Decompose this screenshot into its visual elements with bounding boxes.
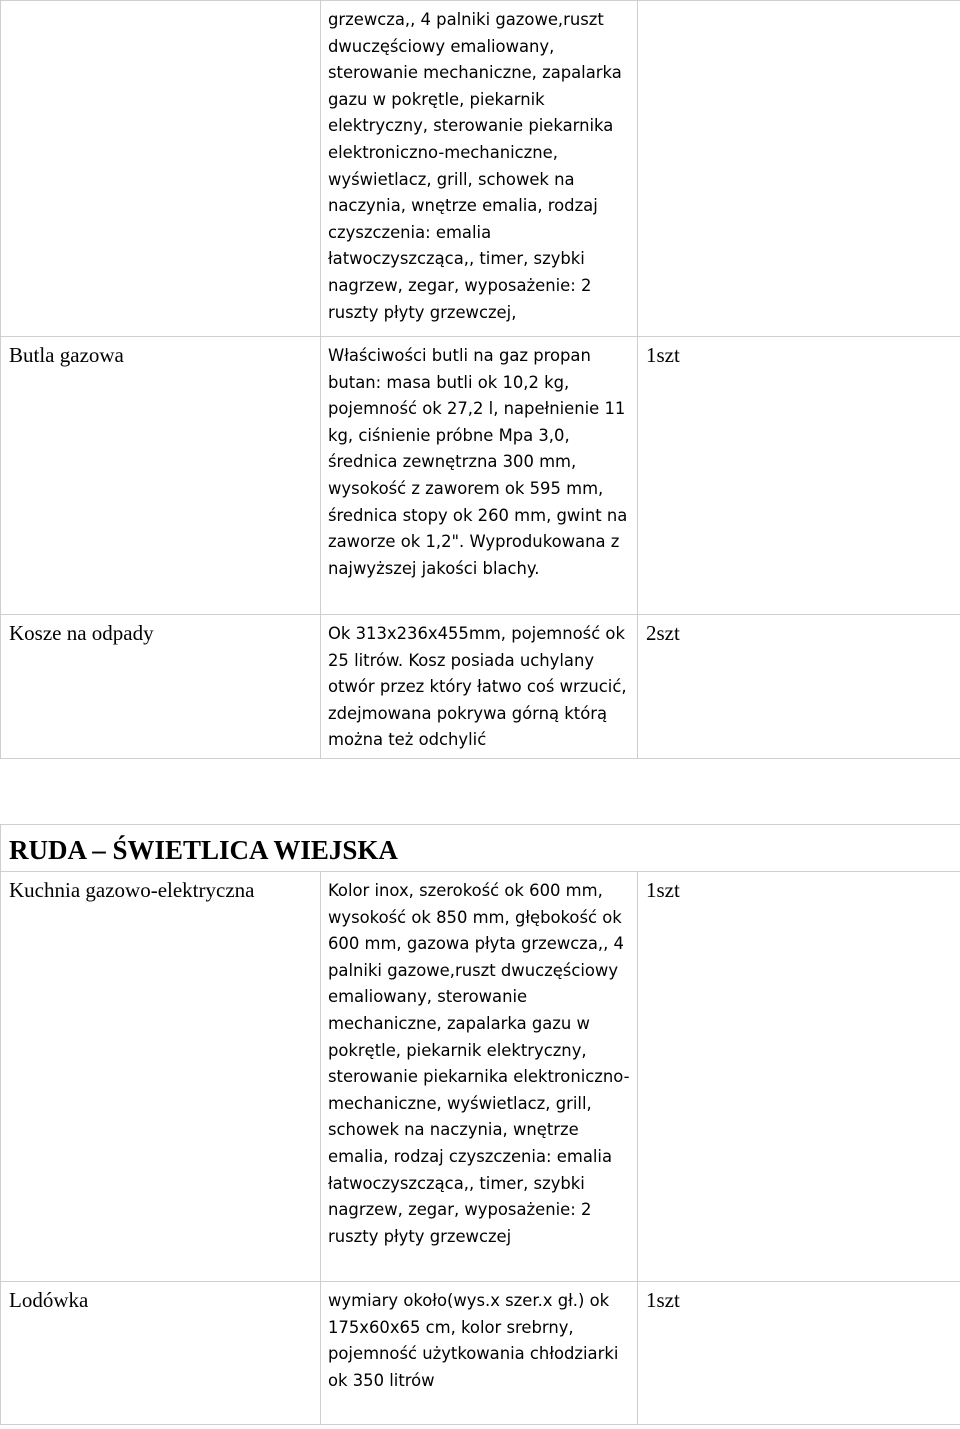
section-title: RUDA – ŚWIETLICA WIEJSKA [1, 825, 960, 872]
item-description: Właściwości butli na gaz propan butan: masa butli ok 10,2 kg, pojemność ok 27,2 l, napełnienie 11 kg, ciśnienie próbne Mpa 3,0, średnica zewnętrzna 300 mm, wysokość z zaworem ok 595 mm, średnica stopy ok 260 mm, gwint na zaworze ok 1,2". Wyprodukowana z najwyższej jakości blachy. [321, 337, 638, 615]
table-row [1, 615, 960, 759]
item-name-cell [1, 1, 321, 337]
item-name: Kosze na odpady [1, 615, 321, 759]
table-row [1, 337, 960, 615]
item-quantity-cell [638, 1, 960, 337]
item-quantity: 1szt [638, 872, 960, 1282]
equipment-table-ruda [0, 824, 960, 1425]
item-description: grzewcza,, 4 palniki gazowe,ruszt dwuczęściowy emaliowany, sterowanie mechaniczne, zapalarka gazu w pokrętle, piekarnik elektryczny, sterowanie piekarnika elektroniczno-mechaniczne, wyświetlacz, grill, schowek na naczynia, wnętrze emalia, rodzaj czyszczenia: emalia łatwoczyszcząca,, timer, szybki nagrzew, zegar, wyposażenie: 2 ruszty płyty grzewczej, [321, 1, 638, 337]
item-description: Ok 313x236x455mm, pojemność ok 25 litrów. Kosz posiada uchylany otwór przez który łatwo coś wrzucić, zdejmowana pokrywa górną którą można też odchylić [321, 615, 638, 759]
item-name: Butla gazowa [1, 337, 321, 615]
section-header-row [1, 825, 960, 872]
item-description: wymiary około(wys.x szer.x gł.) ok 175x60x65 cm, kolor srebrny, pojemność użytkowania chłodziarki ok 350 litrów [321, 1282, 638, 1425]
item-name: Lodówka [1, 1282, 321, 1425]
item-quantity: 2szt [638, 615, 960, 759]
item-name: Kuchnia gazowo-elektryczna [1, 872, 321, 1282]
item-quantity: 1szt [638, 337, 960, 615]
item-quantity: 1szt [638, 1282, 960, 1425]
table-row [1, 1, 960, 337]
item-description: Kolor inox, szerokość ok 600 mm, wysokość ok 850 mm, głębokość ok 600 mm, gazowa płyta grzewcza,, 4 palniki gazowe,ruszt dwuczęściowy emaliowany, sterowanie mechaniczne, zapalarka gazu w pokrętle, piekarnik elektryczny, sterowanie piekarnika elektroniczno-mechaniczne, wyświetlacz, grill, schowek na naczynia, wnętrze emalia, rodzaj czyszczenia: emalia łatwoczyszcząca,, timer, szybki nagrzew, zegar, wyposażenie: 2 ruszty płyty grzewczej [321, 872, 638, 1282]
table-row [1, 1282, 960, 1425]
table-row [1, 872, 960, 1282]
